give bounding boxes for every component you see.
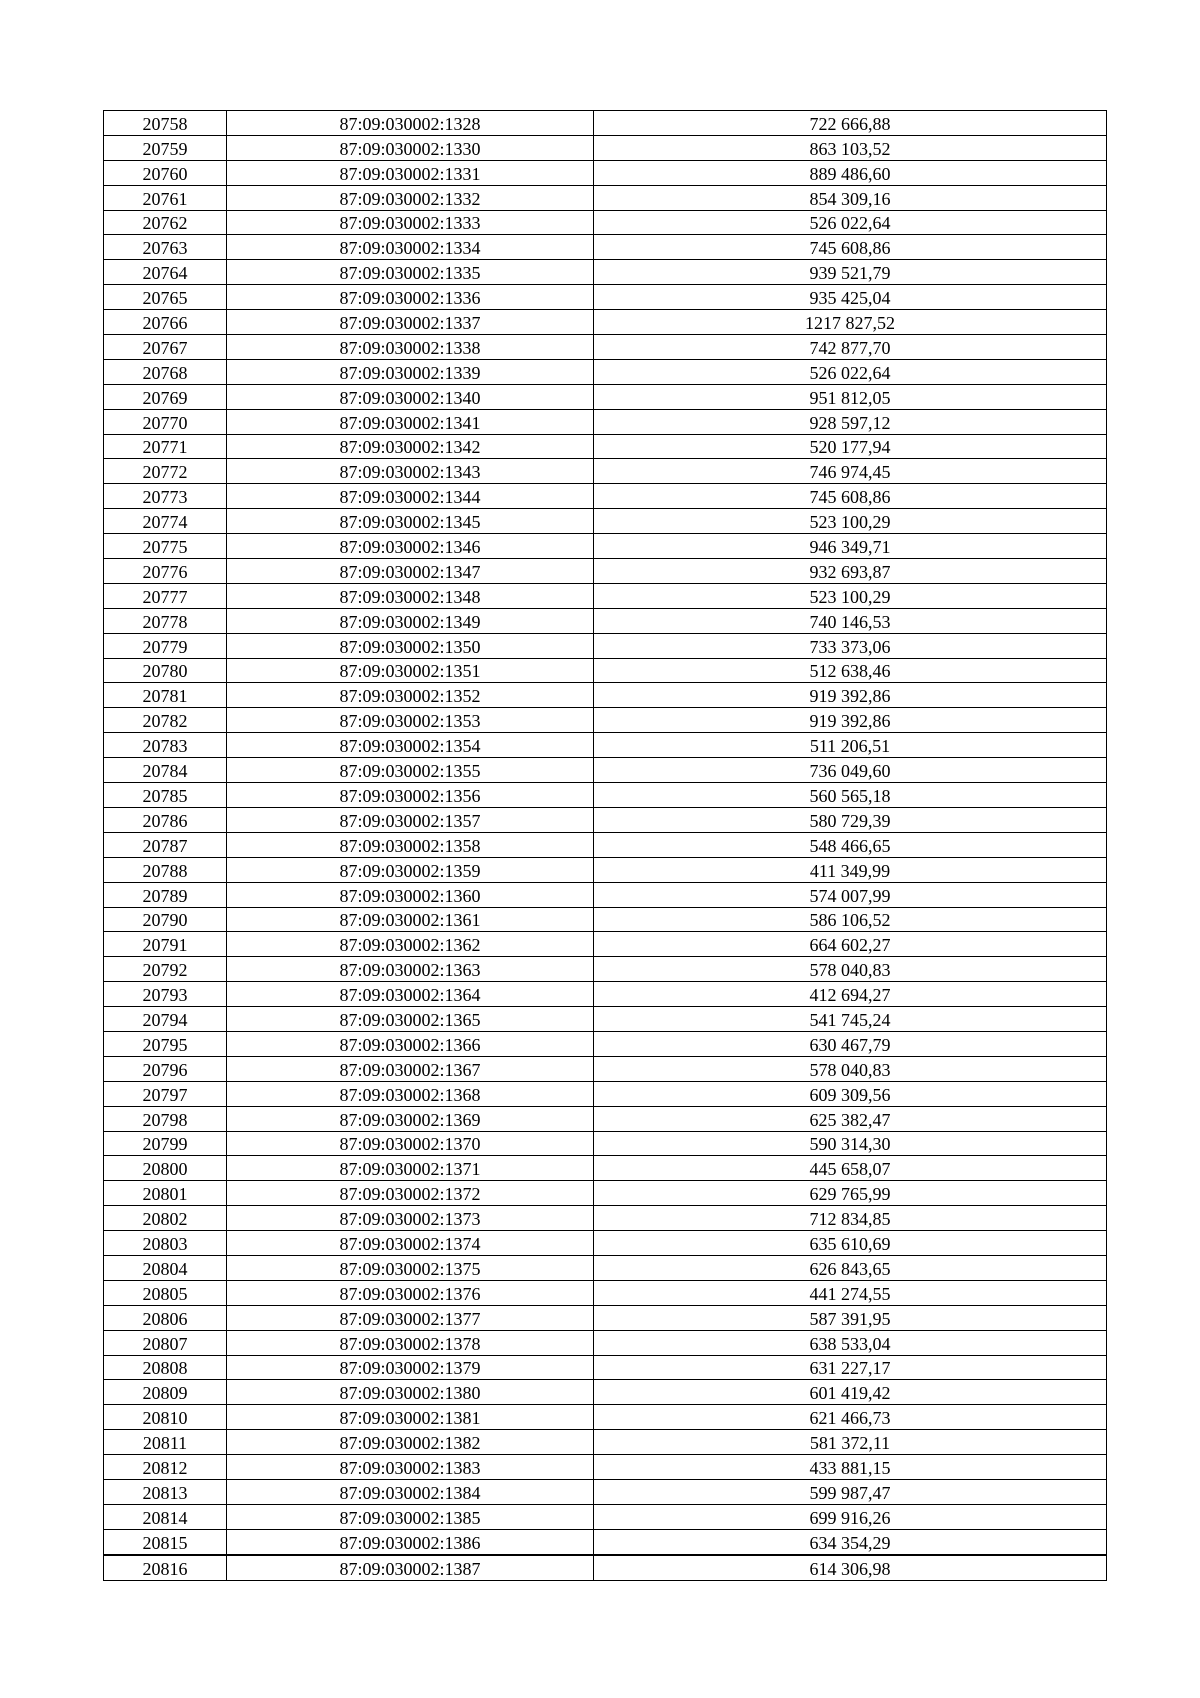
table-row [104, 559, 1107, 584]
row-number-cell: 20768 [104, 359, 227, 384]
row-number-cell: 20801 [104, 1181, 227, 1206]
table-row [104, 459, 1107, 484]
table-row [104, 1455, 1107, 1480]
cadastral-value-cell: 745 608,86 [594, 484, 1107, 509]
row-number-cell: 20780 [104, 658, 227, 683]
table-row [104, 1231, 1107, 1256]
cadastral-value-cell: 889 486,60 [594, 160, 1107, 185]
row-number-cell: 20770 [104, 409, 227, 434]
row-number-cell: 20777 [104, 583, 227, 608]
cadastral-value-cell: 722 666,88 [594, 111, 1107, 136]
table-row [104, 1529, 1107, 1554]
cadastral-number-cell: 87:09:030002:1354 [227, 733, 594, 758]
cadastral-value-cell: 586 106,52 [594, 907, 1107, 932]
table-body [104, 111, 1107, 1581]
table-row [104, 1007, 1107, 1032]
row-number-cell: 20810 [104, 1405, 227, 1430]
cadastral-value-cell: 631 227,17 [594, 1355, 1107, 1380]
cadastral-value-cell: 526 022,64 [594, 210, 1107, 235]
cadastral-value-cell: 664 602,27 [594, 932, 1107, 957]
cadastral-value-cell: 946 349,71 [594, 534, 1107, 559]
row-number-cell: 20806 [104, 1305, 227, 1330]
table-row [104, 658, 1107, 683]
row-number-cell: 20804 [104, 1255, 227, 1280]
row-number-cell: 20763 [104, 235, 227, 260]
cadastral-value-cell: 625 382,47 [594, 1106, 1107, 1131]
cadastral-value-cell: 932 693,87 [594, 559, 1107, 584]
cadastral-value-cell: 733 373,06 [594, 633, 1107, 658]
table-row [104, 1255, 1107, 1280]
table-row [104, 1056, 1107, 1081]
table-row [104, 210, 1107, 235]
row-number-cell: 20808 [104, 1355, 227, 1380]
cadastral-value-cell: 526 022,64 [594, 359, 1107, 384]
table-row [104, 484, 1107, 509]
table-row [104, 708, 1107, 733]
cadastral-value-cell: 935 425,04 [594, 285, 1107, 310]
table-row [104, 1106, 1107, 1131]
cadastral-value-cell: 736 049,60 [594, 758, 1107, 783]
cadastral-number-cell: 87:09:030002:1367 [227, 1056, 594, 1081]
cadastral-number-cell: 87:09:030002:1334 [227, 235, 594, 260]
table-row [104, 608, 1107, 633]
row-number-cell: 20772 [104, 459, 227, 484]
row-number-cell: 20784 [104, 758, 227, 783]
table-row [104, 683, 1107, 708]
cadastral-value-cell: 854 309,16 [594, 185, 1107, 210]
cadastral-number-cell: 87:09:030002:1335 [227, 260, 594, 285]
table-row [104, 310, 1107, 335]
row-number-cell: 20781 [104, 683, 227, 708]
row-number-cell: 20782 [104, 708, 227, 733]
row-number-cell: 20787 [104, 832, 227, 857]
table-row [104, 335, 1107, 360]
table-row [104, 1330, 1107, 1355]
cadastral-value-cell: 919 392,86 [594, 708, 1107, 733]
cadastral-number-cell: 87:09:030002:1353 [227, 708, 594, 733]
row-number-cell: 20758 [104, 111, 227, 136]
row-number-cell: 20792 [104, 957, 227, 982]
cadastral-number-cell: 87:09:030002:1338 [227, 335, 594, 360]
row-number-cell: 20805 [104, 1280, 227, 1305]
cadastral-value-cell: 928 597,12 [594, 409, 1107, 434]
cadastral-value-cell: 746 974,45 [594, 459, 1107, 484]
table-row [104, 1206, 1107, 1231]
cadastral-number-cell: 87:09:030002:1373 [227, 1206, 594, 1231]
cadastral-number-cell: 87:09:030002:1383 [227, 1455, 594, 1480]
row-number-cell: 20797 [104, 1081, 227, 1106]
table-row [104, 1156, 1107, 1181]
cadastral-number-cell: 87:09:030002:1331 [227, 160, 594, 185]
table-row [104, 1555, 1107, 1580]
table-row [104, 1081, 1107, 1106]
cadastral-number-cell: 87:09:030002:1357 [227, 807, 594, 832]
row-number-cell: 20807 [104, 1330, 227, 1355]
table-row [104, 160, 1107, 185]
cadastral-number-cell: 87:09:030002:1381 [227, 1405, 594, 1430]
table-row [104, 758, 1107, 783]
cadastral-number-cell: 87:09:030002:1337 [227, 310, 594, 335]
cadastral-value-cell: 630 467,79 [594, 1031, 1107, 1056]
cadastral-value-cell: 626 843,65 [594, 1255, 1107, 1280]
row-number-cell: 20789 [104, 882, 227, 907]
table-row [104, 409, 1107, 434]
row-number-cell: 20790 [104, 907, 227, 932]
cadastral-value-cell: 599 987,47 [594, 1479, 1107, 1504]
table-row [104, 235, 1107, 260]
table-row [104, 1031, 1107, 1056]
table-row [104, 534, 1107, 559]
cadastral-value-cell: 548 466,65 [594, 832, 1107, 857]
table-row [104, 1504, 1107, 1529]
cadastral-value-cell: 411 349,99 [594, 857, 1107, 882]
cadastral-value-cell: 523 100,29 [594, 509, 1107, 534]
cadastral-value-cell: 574 007,99 [594, 882, 1107, 907]
table-row [104, 583, 1107, 608]
cadastral-value-cell: 699 916,26 [594, 1504, 1107, 1529]
table-row [104, 1479, 1107, 1504]
table-row [104, 882, 1107, 907]
cadastral-number-cell: 87:09:030002:1376 [227, 1280, 594, 1305]
table-row [104, 857, 1107, 882]
table-row [104, 783, 1107, 808]
table-row [104, 1380, 1107, 1405]
row-number-cell: 20816 [104, 1555, 227, 1580]
table-row [104, 359, 1107, 384]
cadastral-value-cell: 433 881,15 [594, 1455, 1107, 1480]
table-row [104, 733, 1107, 758]
cadastral-number-cell: 87:09:030002:1346 [227, 534, 594, 559]
cadastral-number-cell: 87:09:030002:1328 [227, 111, 594, 136]
cadastral-number-cell: 87:09:030002:1352 [227, 683, 594, 708]
row-number-cell: 20815 [104, 1529, 227, 1554]
table-row [104, 1405, 1107, 1430]
row-number-cell: 20791 [104, 932, 227, 957]
cadastral-number-cell: 87:09:030002:1374 [227, 1231, 594, 1256]
cadastral-value-cell: 581 372,11 [594, 1430, 1107, 1455]
cadastral-number-cell: 87:09:030002:1339 [227, 359, 594, 384]
row-number-cell: 20778 [104, 608, 227, 633]
cadastral-value-cell: 587 391,95 [594, 1305, 1107, 1330]
row-number-cell: 20773 [104, 484, 227, 509]
table-row [104, 384, 1107, 409]
cadastral-number-cell: 87:09:030002:1340 [227, 384, 594, 409]
cadastral-number-cell: 87:09:030002:1364 [227, 982, 594, 1007]
cadastral-number-cell: 87:09:030002:1368 [227, 1081, 594, 1106]
cadastral-number-cell: 87:09:030002:1341 [227, 409, 594, 434]
row-number-cell: 20802 [104, 1206, 227, 1231]
cadastral-number-cell: 87:09:030002:1342 [227, 434, 594, 459]
row-number-cell: 20779 [104, 633, 227, 658]
row-number-cell: 20793 [104, 982, 227, 1007]
row-number-cell: 20798 [104, 1106, 227, 1131]
cadastral-number-cell: 87:09:030002:1380 [227, 1380, 594, 1405]
table-row [104, 932, 1107, 957]
row-number-cell: 20788 [104, 857, 227, 882]
cadastral-value-cell: 523 100,29 [594, 583, 1107, 608]
row-number-cell: 20761 [104, 185, 227, 210]
cadastral-number-cell: 87:09:030002:1382 [227, 1430, 594, 1455]
row-number-cell: 20803 [104, 1231, 227, 1256]
cadastral-value-cell: 712 834,85 [594, 1206, 1107, 1231]
cadastral-number-cell: 87:09:030002:1330 [227, 135, 594, 160]
cadastral-number-cell: 87:09:030002:1377 [227, 1305, 594, 1330]
cadastral-number-cell: 87:09:030002:1350 [227, 633, 594, 658]
cadastral-number-cell: 87:09:030002:1349 [227, 608, 594, 633]
cadastral-value-cell: 590 314,30 [594, 1131, 1107, 1156]
cadastral-number-cell: 87:09:030002:1336 [227, 285, 594, 310]
cadastral-number-cell: 87:09:030002:1358 [227, 832, 594, 857]
row-number-cell: 20771 [104, 434, 227, 459]
cadastral-value-cell: 441 274,55 [594, 1280, 1107, 1305]
cadastral-number-cell: 87:09:030002:1386 [227, 1529, 594, 1554]
cadastral-number-cell: 87:09:030002:1345 [227, 509, 594, 534]
cadastral-value-cell: 511 206,51 [594, 733, 1107, 758]
table-row [104, 1131, 1107, 1156]
cadastral-number-cell: 87:09:030002:1379 [227, 1355, 594, 1380]
cadastral-value-cell: 634 354,29 [594, 1529, 1107, 1554]
cadastral-value-cell: 742 877,70 [594, 335, 1107, 360]
table-row [104, 1305, 1107, 1330]
table-row [104, 907, 1107, 932]
cadastral-value-cell: 580 729,39 [594, 807, 1107, 832]
cadastral-number-cell: 87:09:030002:1355 [227, 758, 594, 783]
cadastral-value-cell: 560 565,18 [594, 783, 1107, 808]
cadastral-value-cell: 629 765,99 [594, 1181, 1107, 1206]
row-number-cell: 20762 [104, 210, 227, 235]
cadastral-number-cell: 87:09:030002:1333 [227, 210, 594, 235]
table-row [104, 982, 1107, 1007]
cadastral-value-cell: 1217 827,52 [594, 310, 1107, 335]
cadastral-value-cell: 621 466,73 [594, 1405, 1107, 1430]
cadastral-value-cell: 939 521,79 [594, 260, 1107, 285]
table-row [104, 185, 1107, 210]
cadastre-value-table [103, 110, 1107, 1581]
table-row [104, 832, 1107, 857]
cadastral-number-cell: 87:09:030002:1359 [227, 857, 594, 882]
cadastral-number-cell: 87:09:030002:1344 [227, 484, 594, 509]
cadastral-value-cell: 740 146,53 [594, 608, 1107, 633]
cadastral-number-cell: 87:09:030002:1375 [227, 1255, 594, 1280]
cadastral-number-cell: 87:09:030002:1347 [227, 559, 594, 584]
cadastral-value-cell: 520 177,94 [594, 434, 1107, 459]
cadastral-value-cell: 445 658,07 [594, 1156, 1107, 1181]
cadastral-number-cell: 87:09:030002:1348 [227, 583, 594, 608]
row-number-cell: 20785 [104, 783, 227, 808]
cadastral-number-cell: 87:09:030002:1387 [227, 1555, 594, 1580]
cadastral-value-cell: 635 610,69 [594, 1231, 1107, 1256]
row-number-cell: 20799 [104, 1131, 227, 1156]
table-row [104, 260, 1107, 285]
row-number-cell: 20767 [104, 335, 227, 360]
cadastral-value-cell: 412 694,27 [594, 982, 1107, 1007]
cadastral-number-cell: 87:09:030002:1362 [227, 932, 594, 957]
row-number-cell: 20800 [104, 1156, 227, 1181]
cadastral-number-cell: 87:09:030002:1332 [227, 185, 594, 210]
cadastral-value-cell: 638 533,04 [594, 1330, 1107, 1355]
row-number-cell: 20765 [104, 285, 227, 310]
cadastral-number-cell: 87:09:030002:1384 [227, 1479, 594, 1504]
row-number-cell: 20776 [104, 559, 227, 584]
table-row [104, 285, 1107, 310]
cadastral-number-cell: 87:09:030002:1351 [227, 658, 594, 683]
cadastral-number-cell: 87:09:030002:1371 [227, 1156, 594, 1181]
table-row [104, 957, 1107, 982]
table-row [104, 807, 1107, 832]
row-number-cell: 20795 [104, 1031, 227, 1056]
cadastral-value-cell: 614 306,98 [594, 1555, 1107, 1580]
cadastral-number-cell: 87:09:030002:1366 [227, 1031, 594, 1056]
cadastral-number-cell: 87:09:030002:1370 [227, 1131, 594, 1156]
cadastral-value-cell: 609 309,56 [594, 1081, 1107, 1106]
cadastral-value-cell: 745 608,86 [594, 235, 1107, 260]
cadastral-value-cell: 863 103,52 [594, 135, 1107, 160]
cadastral-number-cell: 87:09:030002:1385 [227, 1504, 594, 1529]
row-number-cell: 20769 [104, 384, 227, 409]
row-number-cell: 20760 [104, 160, 227, 185]
row-number-cell: 20796 [104, 1056, 227, 1081]
cadastral-value-cell: 919 392,86 [594, 683, 1107, 708]
table-row [104, 633, 1107, 658]
cadastral-value-cell: 601 419,42 [594, 1380, 1107, 1405]
cadastral-number-cell: 87:09:030002:1378 [227, 1330, 594, 1355]
cadastral-value-cell: 578 040,83 [594, 1056, 1107, 1081]
cadastral-value-cell: 951 812,05 [594, 384, 1107, 409]
table-row [104, 509, 1107, 534]
row-number-cell: 20809 [104, 1380, 227, 1405]
cadastral-value-cell: 541 745,24 [594, 1007, 1107, 1032]
row-number-cell: 20786 [104, 807, 227, 832]
table-row [104, 135, 1107, 160]
table-row [104, 1355, 1107, 1380]
cadastral-number-cell: 87:09:030002:1369 [227, 1106, 594, 1131]
cadastral-number-cell: 87:09:030002:1343 [227, 459, 594, 484]
row-number-cell: 20811 [104, 1430, 227, 1455]
cadastral-number-cell: 87:09:030002:1360 [227, 882, 594, 907]
table-row [104, 1430, 1107, 1455]
row-number-cell: 20766 [104, 310, 227, 335]
row-number-cell: 20812 [104, 1455, 227, 1480]
row-number-cell: 20759 [104, 135, 227, 160]
row-number-cell: 20764 [104, 260, 227, 285]
cadastral-number-cell: 87:09:030002:1361 [227, 907, 594, 932]
row-number-cell: 20814 [104, 1504, 227, 1529]
row-number-cell: 20813 [104, 1479, 227, 1504]
row-number-cell: 20783 [104, 733, 227, 758]
cadastral-number-cell: 87:09:030002:1372 [227, 1181, 594, 1206]
row-number-cell: 20794 [104, 1007, 227, 1032]
cadastral-number-cell: 87:09:030002:1363 [227, 957, 594, 982]
cadastral-number-cell: 87:09:030002:1356 [227, 783, 594, 808]
cadastral-number-cell: 87:09:030002:1365 [227, 1007, 594, 1032]
cadastral-value-cell: 512 638,46 [594, 658, 1107, 683]
cadastral-value-cell: 578 040,83 [594, 957, 1107, 982]
row-number-cell: 20774 [104, 509, 227, 534]
row-number-cell: 20775 [104, 534, 227, 559]
table-row [104, 434, 1107, 459]
table-row [104, 111, 1107, 136]
table-row [104, 1280, 1107, 1305]
table-row [104, 1181, 1107, 1206]
